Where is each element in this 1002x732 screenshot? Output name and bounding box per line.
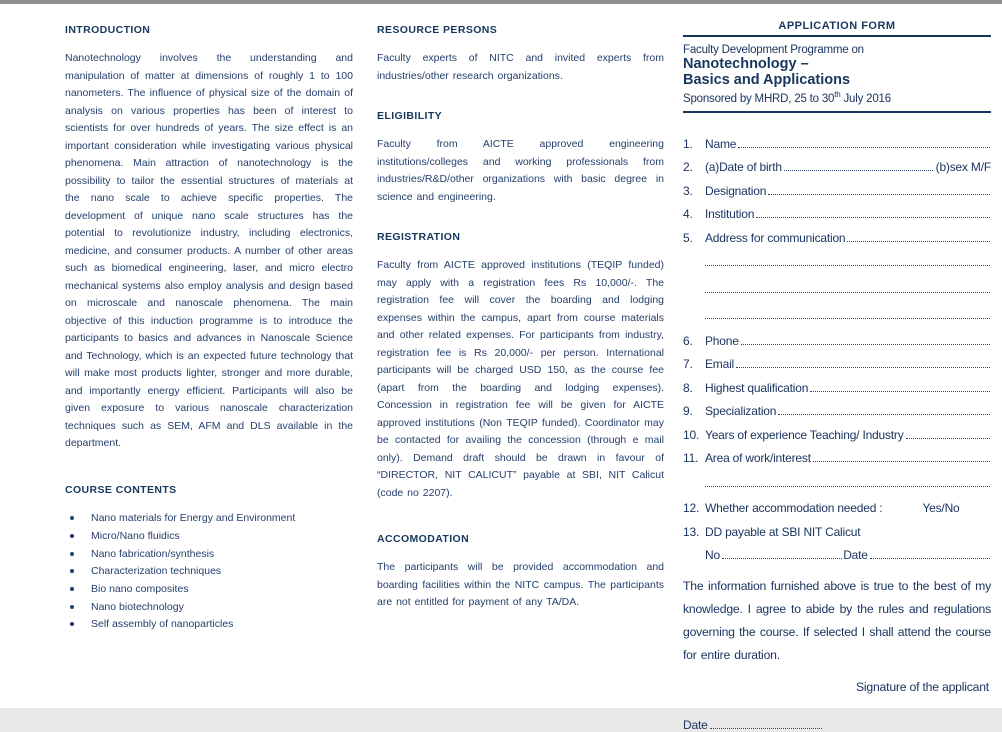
list-item-label: Self assembly of nanoparticles: [91, 618, 234, 631]
form-field-designation: [683, 184, 991, 198]
sponsor-line: [683, 90, 991, 113]
field-number: 11.: [683, 451, 699, 466]
field-label: Email: [705, 357, 735, 372]
form-field-name: [683, 137, 991, 151]
programme-title-line1: Nanotechnology –: [683, 56, 809, 72]
field-number: 12.: [683, 501, 700, 516]
bullet-icon: [70, 622, 74, 626]
list-item-label: Characterization techniques: [91, 565, 222, 578]
field-number: 13.: [683, 524, 700, 539]
programme-line: Faculty Development Programme on: [683, 44, 864, 56]
dotted-leader: [847, 241, 990, 242]
dotted-leader: [741, 344, 990, 345]
field-number: 3.: [683, 183, 693, 198]
form-fields: [683, 137, 991, 563]
accomodation-heading: ACCOMODATION: [377, 533, 470, 545]
list-item: [65, 580, 353, 598]
sponsor-text: Sponsored by MHRD, 25 to 30: [683, 92, 835, 105]
dotted-leader: [710, 728, 822, 729]
dotted-leader: [705, 307, 990, 319]
signature-label: Signature of the applicant: [855, 680, 989, 695]
course-contents-heading: COURSE CONTENTS: [65, 483, 177, 496]
field-label: Specialization: [705, 404, 777, 419]
field-number: 6.: [683, 333, 693, 348]
field-number: 1.: [683, 136, 693, 151]
field-label: Whether accommodation needed :: [705, 501, 883, 516]
area-of-work-blank-line: [705, 475, 991, 489]
dotted-leader: [705, 254, 990, 266]
middle-column: [377, 24, 664, 612]
dotted-leader: [756, 217, 990, 218]
bullet-icon: [70, 605, 74, 609]
address-blank-line: [705, 281, 991, 295]
resource-persons-heading: RESOURCE PERSONS: [377, 24, 498, 36]
date-line: [683, 718, 991, 732]
list-item-label: Bio nano composites: [91, 583, 189, 596]
dd-number-date-row: [705, 548, 991, 562]
list-item-label: Micro/Nano fluidics: [91, 530, 180, 543]
field-label: Designation: [705, 183, 767, 198]
list-item: [65, 616, 353, 634]
field-suffix: Yes/No: [922, 501, 960, 516]
form-field-email: [683, 357, 991, 371]
dotted-leader: [705, 475, 990, 487]
form-field-dd-payable: [683, 525, 991, 539]
bullet-icon: [70, 534, 74, 538]
left-column: [65, 24, 353, 633]
top-border-bar: [0, 0, 1002, 4]
field-label: Highest qualification: [705, 380, 809, 395]
dd-date-label: Date: [843, 548, 868, 563]
bullet-icon: [70, 569, 74, 573]
form-field-accommodation-needed: [683, 501, 991, 515]
registration-heading: REGISTRATION: [377, 231, 461, 243]
dd-no-label: No: [705, 548, 720, 563]
declaration-paragraph: The information furnished above is true to the best of my knowledge. I agree to abide by the rules and regulations governing the course. If selected I shall attend the course for entire duration.: [683, 579, 991, 663]
accomodation-paragraph: The participants will be provided accommodation and boarding facilities within the NITC campus. The participants are not entitled for payment of any TA/DA.: [377, 561, 664, 608]
field-label: Name: [705, 136, 737, 151]
dotted-leader: [810, 391, 990, 392]
eligibility-paragraph: Faculty from AICTE approved engineering institutions/colleges and working professionals from industries/R&D/other organizations with basic degree in science and engineering.: [377, 138, 664, 203]
dotted-leader: [784, 170, 933, 171]
course-contents-list: [65, 510, 353, 634]
field-label: Phone: [705, 333, 739, 348]
dotted-leader: [813, 461, 990, 462]
dotted-leader: [870, 558, 990, 559]
form-field-date-of-birth: [683, 160, 991, 174]
dotted-leader: [738, 147, 990, 148]
list-item: [65, 598, 353, 616]
date-label: Date: [683, 718, 708, 732]
dotted-leader: [906, 438, 990, 439]
field-label: Institution: [705, 207, 755, 222]
programme-title-line2: Basics and Applications: [683, 72, 851, 88]
application-form-panel: [683, 20, 991, 732]
field-label: Years of experience Teaching/ Industry: [705, 427, 904, 442]
eligibility-heading: ELIGIBILITY: [377, 110, 443, 122]
form-field-phone: [683, 334, 991, 348]
dotted-leader: [778, 414, 990, 415]
list-item-label: Nano biotechnology: [91, 600, 184, 613]
dotted-leader: [722, 558, 842, 559]
dotted-leader: [768, 194, 990, 195]
bullet-icon: [70, 552, 74, 556]
list-item: [65, 510, 353, 528]
application-form-title: APPLICATION FORM: [683, 20, 991, 37]
list-item-label: Nano materials for Energy and Environment: [91, 512, 296, 525]
resource-persons-paragraph: Faculty experts of NITC and invited experts from industries/other research organizations.: [377, 52, 664, 82]
field-label: (a)Date of birth: [705, 160, 782, 175]
form-field-institution: [683, 207, 991, 221]
list-item: [65, 545, 353, 563]
field-number: 7.: [683, 357, 693, 372]
sponsor-text-suffix: July 2016: [840, 92, 891, 105]
field-number: 4.: [683, 207, 693, 222]
bullet-icon: [70, 587, 74, 591]
field-suffix: (b)sex M/F: [935, 160, 991, 175]
field-number: 5.: [683, 230, 693, 245]
dotted-leader: [736, 367, 990, 368]
field-number: 8.: [683, 380, 693, 395]
list-item-label: Nano fabrication/synthesis: [91, 547, 215, 560]
registration-paragraph: Faculty from AICTE approved institutions (TEQIP funded) may apply with a registration fees Rs 10,000/-. The registration fee will cover the boarding and lodging expenses within the campus, apart from course materials and other related expenses. For participants from industry, registration fee is Rs 20,000/- per person. International participants will be charged USD 150, as the course fee (apart from the boarding and lodging expenses). Concession in registration fee will be given for AICTE approved institutions (Non TEQIP funded). Coordinator may be contacted for availing the concession (through e mail only). Demand draft should be drawn in favour of “DIRECTOR, NIT CALICUT” payable at SBI, NIT Calicut (code no 2207).: [377, 259, 664, 499]
form-field-specialization: [683, 404, 991, 418]
field-label: DD payable at SBI NIT Calicut: [705, 524, 861, 539]
address-blank-line: [705, 254, 991, 268]
field-label: Address for communication: [705, 230, 846, 245]
form-field-area-of-work: [683, 451, 991, 465]
form-field-qualification: [683, 381, 991, 395]
field-number: 2.: [683, 160, 693, 175]
bullet-icon: [70, 516, 74, 520]
dotted-leader: [705, 281, 990, 293]
form-field-address: [683, 231, 991, 245]
field-number: 10.: [683, 427, 700, 442]
list-item: [65, 527, 353, 545]
introduction-paragraph: Nanotechnology involves the understanding and manipulation of matter at dimensions of roughly 1 to 100 nanometers. The influence of physical size of the domain of analysis on various properties has been of interest to scientists for over hundreds of years. The size effect is an important consideration while investigating various physical phenomena. Main attraction of nanotechnology is the possibility to tailor the essential structures of materials at the nano scale to achieve specific properties. The development of unique nano scale structures has the potential to revolutionize industry, including electronics, medicine, and consumer products. A number of other areas such as biomedical engineering, laser, and micro electro mechanical systems also employ analysis and design based on microscale and nanoscale phenomena. The main objective of this induction programme is to introduce the participants to basics and advances in Nanoscale Science and Technology, which is an expected future technology that will make most products lighter, stronger and more durable, and importantly energy efficient. Participants will also be given exposure to various nanoscale characterization techniques such as SEM, AFM and DLS available in the department.: [65, 52, 353, 449]
list-item: [65, 563, 353, 581]
form-field-experience: [683, 428, 991, 442]
address-blank-line: [705, 307, 991, 321]
field-label: Area of work/interest: [705, 451, 811, 466]
introduction-heading: INTRODUCTION: [65, 24, 151, 36]
field-number: 9.: [683, 404, 693, 419]
sponsor-superscript: th: [834, 90, 841, 99]
